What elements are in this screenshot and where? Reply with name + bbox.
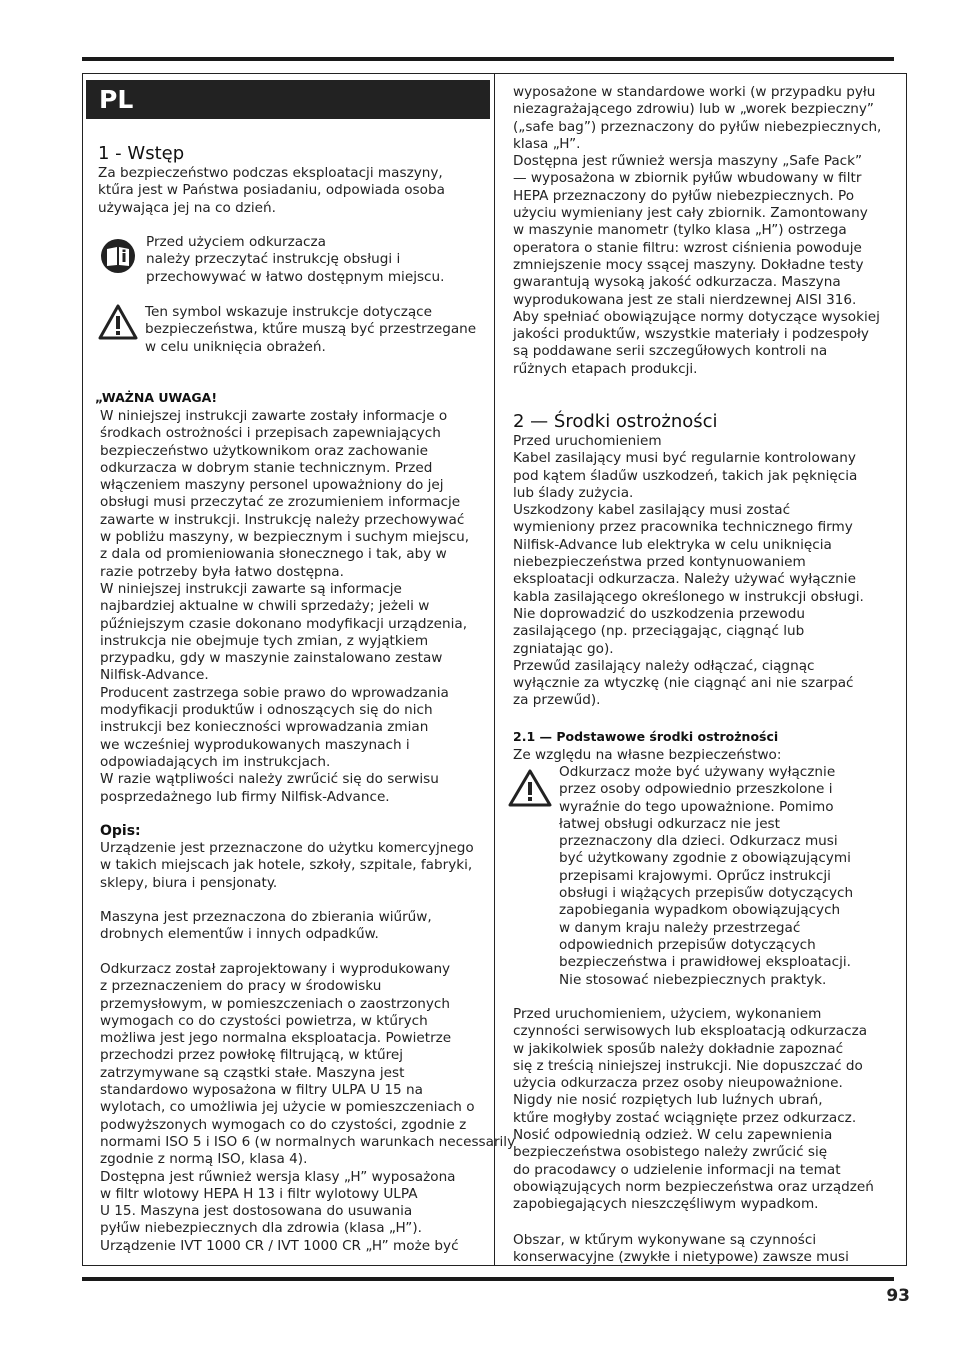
description-paragraph-3: Odkurzacz został zaprojektowany i wyprodukowany z przeznaczeniem do pracy w środowisku przemysłowym, w pomieszczeniach o zaostrzonych wymogach co do czystości powietrza, w ktűrych możliwa jest jego normalna eksploatacja. Powietrze przechodzi przez powłokę filtrującą, w ktűrej zatrzymywane są cząstki stałe. Maszyna jest standardowo wyposażona w filtry ULPA U 15 na wylotach, co umożliwia jej użycie w pomieszczeniach o podwyższonych wymogach co do czystości, zgodnie z normami ISO 5 i ISO 6 (w normalnych warunkach necessarily zgodnie z normą ISO, klasa 4). Dostępna jest rűwnież wersja klasy „H” wyposażona w filtr wlotowy HEPA H 13 i filtr wylotowy ULPA U 15. Maszyna jest dostosowana do usuwania pyłűw niebezpiecznych dla zdrowia (klasa „H”). Urządzenie IVT 1000 CR / IVT 1000 CR „H” może być (100, 961, 516, 1254)
manual-note: Przed użyciem odkurzacza należy przeczytać instrukcję obsługi i przechowywać w łatwo dostępnym miejscu. (146, 234, 445, 285)
continued-text: wyposażone w standardowe worki (w przypadku pyłu niezagrażającego zdrowiu) lub w „worek bezpieczny” („safe bag”) przeznaczony do pyłűw niebezpiecznych, klasa „H”. Dostępna jest rűwnież wersja maszyny „Safe Pack” — wyposażona w zbiornik pyłűw wbudowany w filtr HEPA przeznaczony do pyłűw niebezpiecznych. Po użyciu wymieniany jest cały zbiornik. Zamontowany w maszynie manometr (tylko klasa „H”) ostrzega operatora o stanie filtru: wzrost ciśnienia powoduje zmniejszenie mocy ssącej maszyny. Dokładne testy gwarantują wysoką jakość odkurzacza. Maszyna wyprodukowana jest ze stali nierdzewnej AISI 316. Aby spełniać obowiązujące normy dotyczące wysokiej jakości produktűw, wszystkie materiały i podzespoły są poddawane serii szczegűłowych kontroli na rűżnych etapach produkcji. (513, 84, 882, 377)
page-number: 93 (886, 1286, 910, 1306)
important-heading: „WAŻNA UWAGA! (95, 390, 218, 405)
description-heading: Opis: (100, 823, 141, 839)
description-paragraph-2: Maszyna jest przeznaczona do zbierania wiűrűw, drobnych elementűw i innych odpadkűw. (100, 909, 432, 943)
safety-heading: 2 — Środki ostrożności (513, 411, 718, 432)
warning-note: Ten symbol wskazuje instrukcje dotyczące bezpieczeństwa, ktűre muszą być przestrzegane w celu uniknięcia obrażeń. (145, 304, 477, 355)
top-rule (82, 57, 894, 61)
important-text: W niniejszej instrukcji zawarte zostały informacje o środkach ostrożności i przepisach zapewniających bezpieczeństwo użytkownikom oraz zachowanie odkurzacza w dobrym stanie technicznym. Przed włączeniem maszyny personel upoważniony do jej obsługi musi przeczytać ze zrozumieniem informacje zawarte w instrukcji. Instrukcję należy przechowywać w pobliżu maszyny, w bezpiecznym i suchym miejscu, z dala od promieniowania słonecznego i tak, aby w razie potrzeby była łatwo dostępna. W niniejszej instrukcji zawarte są informacje najbardziej aktualne w chwili sprzedaży; jeżeli w pűźniejszym czasie dokonano modyfikacji urządzenia, instrukcja nie obejmuje tych zmian, z wyjątkiem przypadku, gdy w maszynie zainstalowano zestaw Nilfisk-Advance. Producent zastrzega sobie prawo do wprowadzania modyfikacji produktűw i odnoszących się do nich instrukcji bez konieczności wprowadzania zmian we wcześniej wyprodukowanych maszynach i odpowiadających im instrukcjach. W razie wątpliwości należy zwrűcić się do serwisu posprzedażnego lub firmy Nilfisk-Advance. (100, 408, 470, 805)
basic-intro: Ze względu na własne bezpieczeństwo: (513, 747, 782, 763)
basic-heading-label: Podstawowe środki ostrożności (556, 729, 779, 744)
description-paragraph-1: Urządzenie jest przeznaczone do użytku komercyjnego w takich miejscach jak hotele, szkoły, szpitale, fabryki, sklepy, biura i pensjonaty. (100, 840, 474, 891)
intro-heading: 1 - Wstęp (98, 143, 185, 164)
manual-book-icon (100, 238, 136, 274)
bottom-rule (82, 1277, 894, 1281)
language-tab: PL (86, 80, 490, 119)
warning-triangle-icon (507, 768, 553, 808)
intro-text: Za bezpieczeństwo podczas eksploatacji maszyny, ktűra jest w Państwa posiadaniu, odpowiada osoba używająca jej na co dzień. (98, 165, 445, 216)
safety-text: Przed uruchomieniem Kabel zasilający musi być regularnie kontrolowany pod kątem śladűw uszkodzeń, takich jak pęknięcia lub ślady zużycia. Uszkodzony kabel zasilający musi zostać wymieniony przez pracownika technicznego firmy Nilfisk-Advance lub elektryka w celu uniknięcia niebezpieczeństwa przed kontynuowaniem eksploatacji odkurzacza. Należy używać wyłącznie kabla zasilającego określonego w instrukcji obsługi. Nie doprowadzić do uszkodzenia przewodu zasilającego (np. przeciągając, ciągnąć lub zgniatając go). Przewűd zasilający należy odłączać, ciągnąc wyłącznie za wtyczkę (nie ciągnąć ani nie szarpać za przewűd). (513, 433, 864, 709)
basic-precautions-heading (513, 728, 778, 745)
basic-paragraph-3: Obszar, w ktűrym wykonywane są czynności konserwacyjne (zwykłe i nietypowe) zawsze musi (513, 1232, 849, 1266)
basic-paragraph-2: Przed uruchomieniem, użyciem, wykonaniem czynności serwisowych lub eksploatacją odkurzacza w jakikolwiek sposűb należy dokładnie zapoznać się z treścią niniejszej instrukcji. Nie dopuszczać do użycia odkurzacza przez osoby nieupoważnione. Nigdy nie nosić rozpiętych lub luźnych ubrań, ktűre mogłyby zostać wciągnięte przez odkurzacz. Nosić odpowiednią odzież. W celu zapewnienia bezpieczeństwa osobistego należy zwrűcić się do pracodawcy o udzielenie informacji na temat obowiązujących norm bezpieczeństwa oraz urządzeń zapobiegających nieszczęśliwym wypadkom. (513, 1006, 874, 1213)
warning-triangle-icon (97, 303, 139, 341)
basic-warning-text: Odkurzacz może być używany wyłącznie przez osoby odpowiednio przeszkolone i wyraźnie do tego upoważnione. Pomimo łatwej obsługi odkurzacz nie jest przeznaczony dla dzieci. Odkurzacz musi być użytkowany zgodnie z obowiązującymi przepisami krajowymi. Oprűcz instrukcji obsługi i wiążących przepisűw dotyczących zapobiegania wypadkom obowiązujących w danym kraju należy przestrzegać odpowiednich przepisűw dotyczących bezpieczeństwa i prawidłowej eksploatacji. Nie stosować niebezpiecznych praktyk. (559, 764, 854, 988)
basic-heading-prefix: 2.1 — (513, 729, 557, 744)
